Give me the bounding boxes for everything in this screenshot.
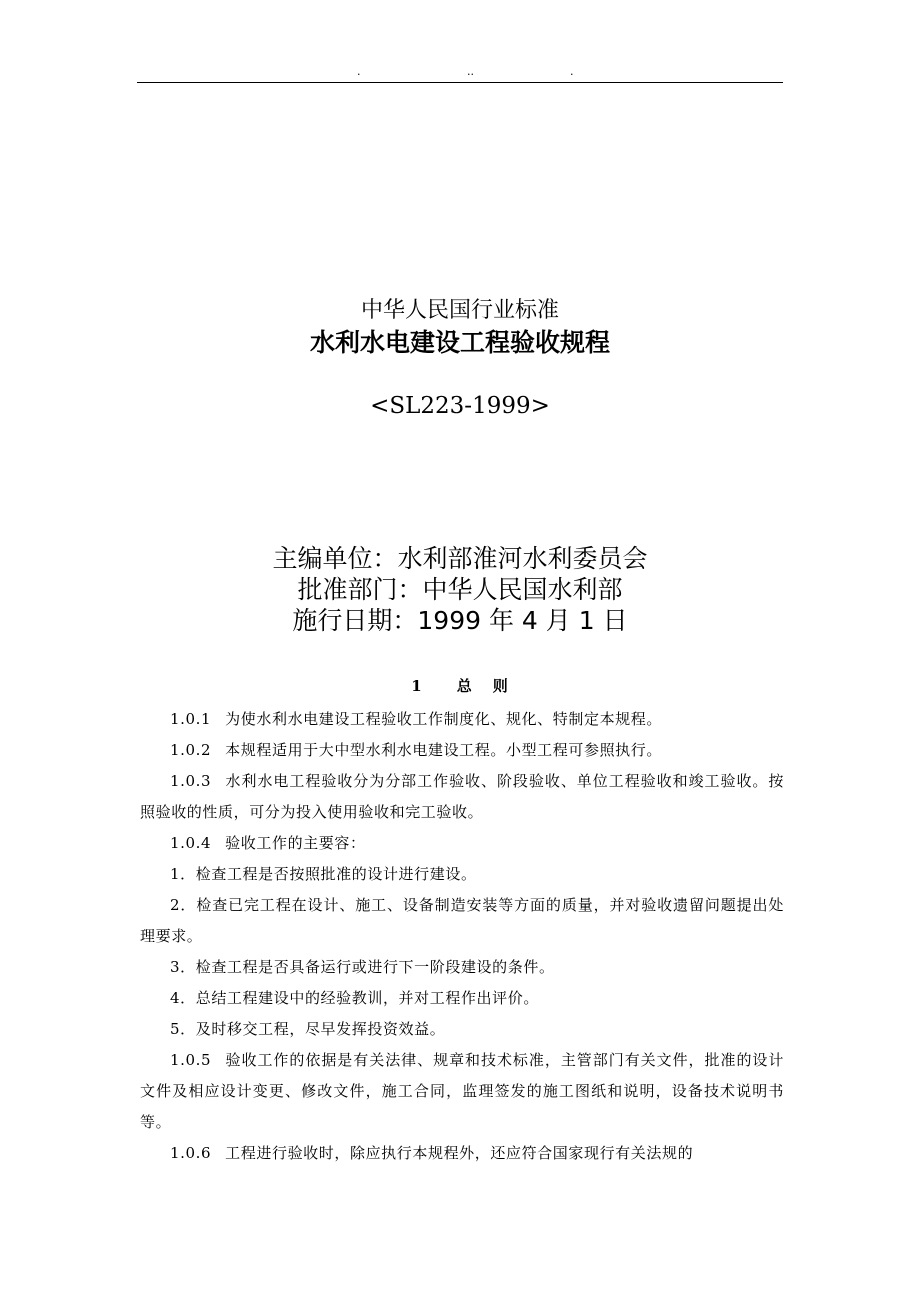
paragraph-text: 为使水利水电建设工程验收工作制度化、规化、特制定本规程。: [225, 710, 662, 728]
list-item: [140, 983, 784, 1014]
list-item-text: 4．总结工程建设中的经验教训，并对工程作出评价。: [170, 989, 539, 1007]
standard-code: <SL223-1999>: [370, 393, 550, 419]
paragraph: [140, 766, 784, 828]
list-item: [140, 952, 784, 983]
paragraph-text: 水利水电工程验收分为分部工作验收、阶段验收、单位工程验收和竣工验收。按照验收的性质，可分为投入使用验收和完工验收。: [140, 772, 784, 821]
paragraph-text: 工程进行验收时，除应执行本规程外，还应符合国家现行有关法规的: [225, 1144, 694, 1162]
section-body: [140, 704, 784, 1169]
clause-number: 1.0.3: [170, 772, 212, 790]
clause-number: 1.0.1: [170, 710, 212, 728]
standard-type: 中华人民国行业标准: [360, 298, 559, 323]
header-mark: .: [570, 65, 574, 78]
list-item: [140, 890, 784, 952]
paragraph: [140, 735, 784, 766]
header-mark: .: [357, 65, 361, 78]
page-header: [137, 64, 783, 80]
paragraph: [140, 1045, 784, 1138]
list-item: [140, 1014, 784, 1045]
paragraph: [140, 828, 784, 859]
list-item-text: 2．检查已完工程在设计、施工、设备制造安装等方面的质量，并对验收遗留问题提出处理要求。: [140, 896, 784, 945]
paragraph-text: 本规程适用于大中型水利水电建设工程。小型工程可参照执行。: [225, 741, 662, 759]
section-number: 1: [411, 677, 423, 695]
list-item-text: 1．检查工程是否按照批准的设计进行建设。: [170, 865, 477, 883]
list-item-text: 5．及时移交工程，尽早发挥投资效益。: [170, 1020, 446, 1038]
header-rule: [137, 82, 783, 83]
effective-date: 施行日期：1999 年 4 月 1 日: [292, 606, 628, 635]
list-item-text: 3．检查工程是否具备运行或进行下一阶段建设的条件。: [170, 958, 555, 976]
clause-number: 1.0.4: [170, 834, 212, 852]
list-item: [140, 859, 784, 890]
clause-number: 1.0.5: [170, 1051, 212, 1069]
section-heading: [0, 674, 920, 698]
approval-department: 批准部门：中华人民国水利部: [297, 575, 623, 604]
paragraph: [140, 704, 784, 735]
editor-unit: 主编单位：水利部淮河水利委员会: [272, 544, 648, 573]
clause-number: 1.0.6: [170, 1144, 212, 1162]
document-title: 水利水电建设工程验收规程: [309, 328, 610, 357]
section-title-part: 总: [456, 677, 473, 695]
paragraph-text: 验收工作的依据是有关法律、规章和技术标准，主管部门有关文件，批准的设计文件及相应设计变更、修改文件，施工合同，监理签发的施工图纸和说明，设备技术说明书等。: [140, 1051, 784, 1131]
clause-number: 1.0.2: [170, 741, 212, 759]
section-title-part: 则: [492, 677, 509, 695]
paragraph-text: 验收工作的主要容：: [225, 834, 366, 852]
header-mark: ..: [467, 65, 474, 78]
paragraph: [140, 1138, 784, 1169]
